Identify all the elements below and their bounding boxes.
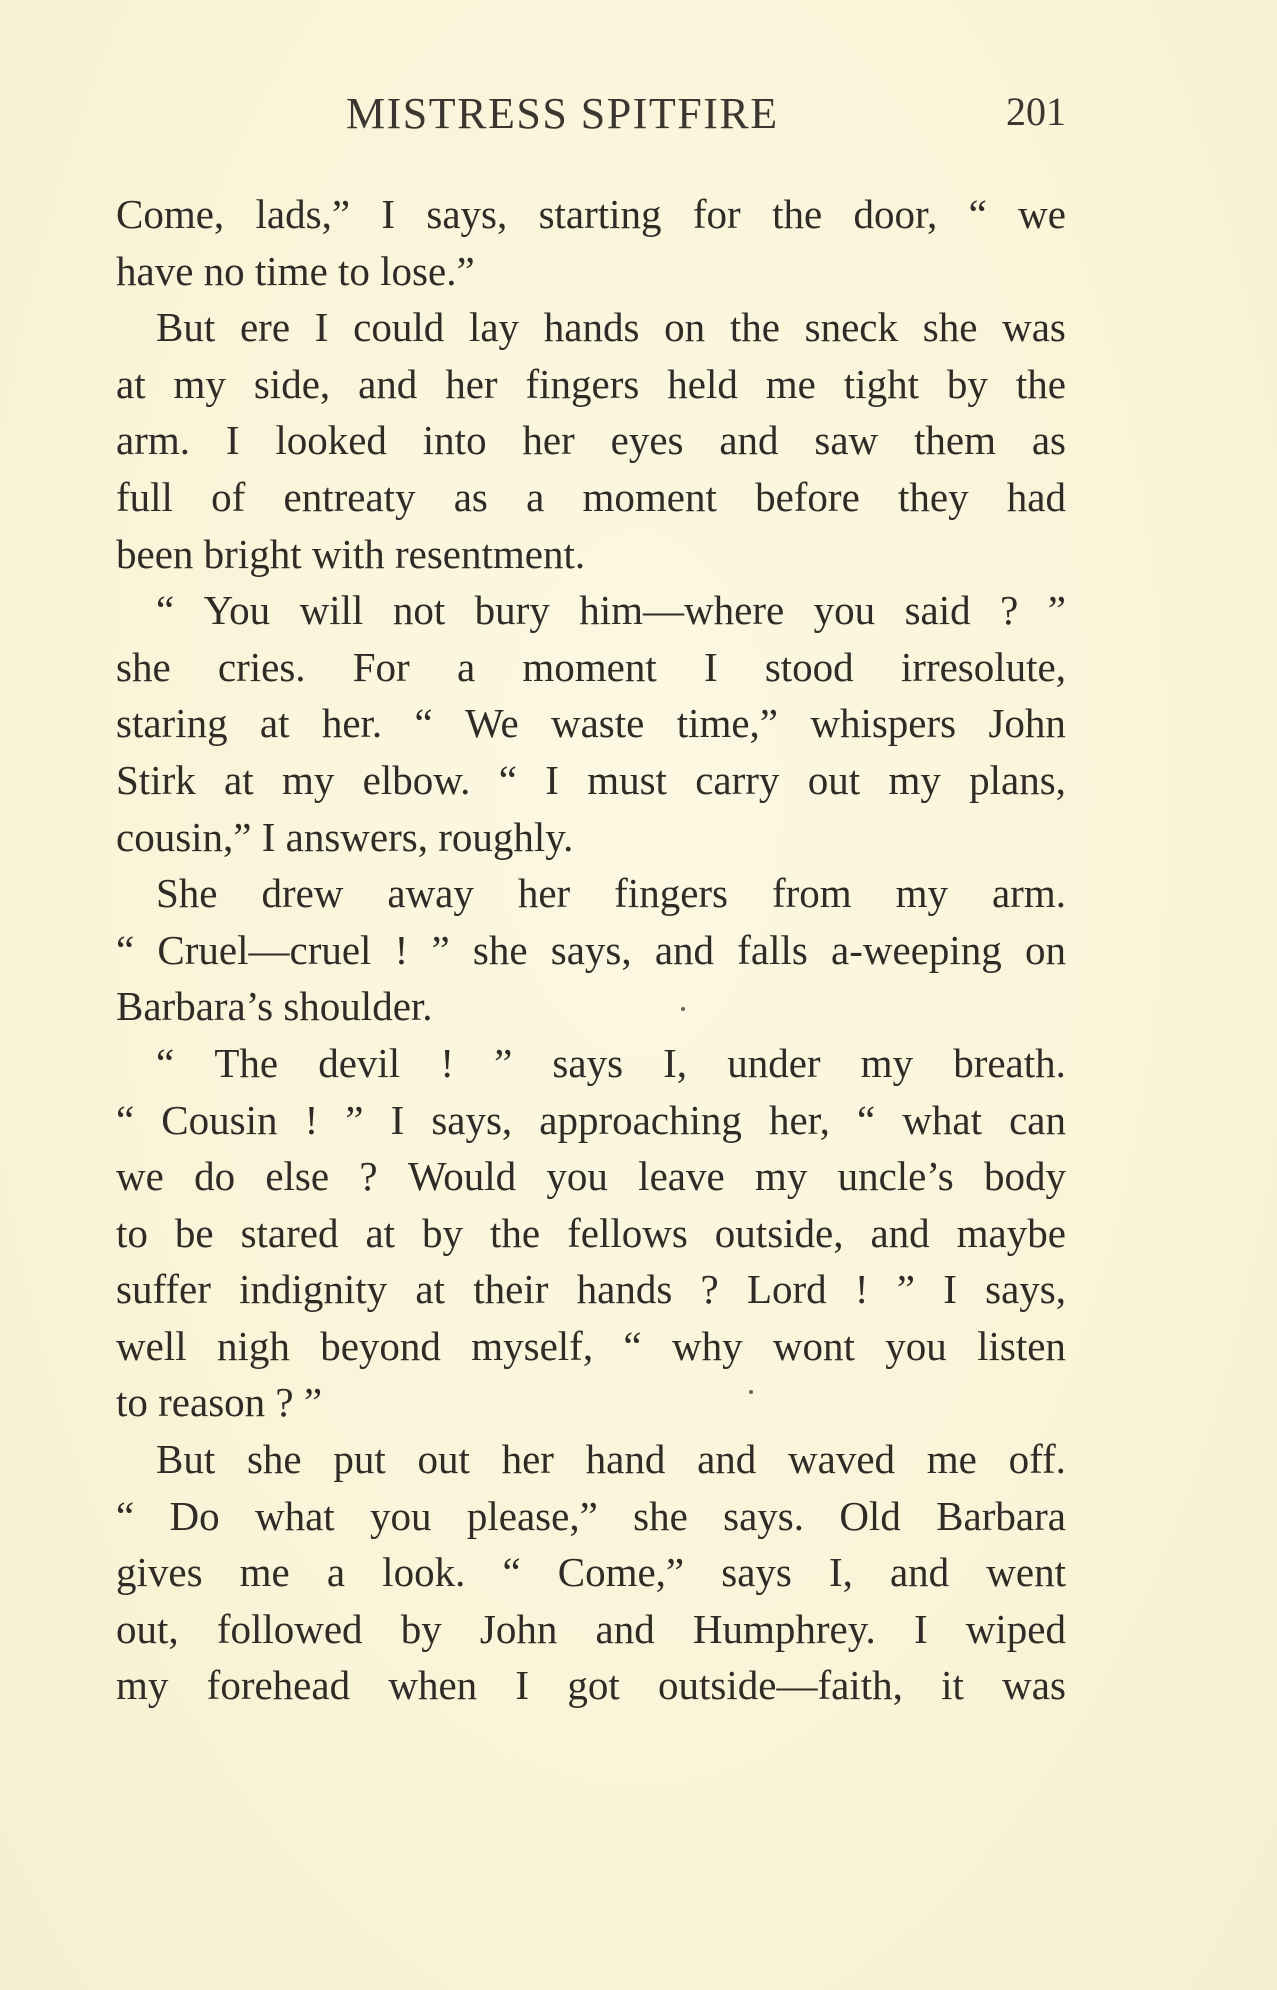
- word: door,: [853, 191, 938, 237]
- word: on: [664, 304, 706, 351]
- word: Humphrey.: [692, 1605, 876, 1652]
- word: John: [988, 700, 1066, 747]
- text-line: [116, 1601, 1066, 1658]
- word: ”: [345, 1096, 364, 1143]
- word: I: [545, 756, 559, 803]
- word: at: [116, 360, 146, 407]
- text-line: [116, 1488, 1066, 1545]
- word: maybe: [956, 1209, 1066, 1256]
- word: But: [156, 304, 216, 351]
- word: elbow.: [362, 756, 471, 803]
- word: under: [727, 1039, 821, 1086]
- text-line: [116, 1544, 1066, 1601]
- word: my: [281, 756, 335, 803]
- text-line: [116, 469, 1066, 526]
- word: The: [214, 1039, 279, 1086]
- print-speck: [681, 1007, 685, 1011]
- word: the: [729, 304, 780, 351]
- word: I,: [828, 1549, 853, 1596]
- word: eyes: [610, 417, 684, 464]
- word: I: [515, 1662, 530, 1709]
- word: looked: [275, 417, 387, 464]
- word: held: [667, 360, 738, 407]
- word: tight: [843, 360, 919, 407]
- word: says: [721, 1549, 792, 1596]
- word: and: [654, 926, 715, 973]
- word: Lord: [746, 1266, 827, 1313]
- word: !: [440, 1039, 454, 1086]
- word: John: [479, 1605, 558, 1652]
- word: I: [913, 1605, 928, 1652]
- word: ”: [1047, 587, 1066, 634]
- word: lay: [468, 304, 520, 351]
- word: Cruel—cruel: [157, 926, 372, 973]
- word: sneck: [804, 304, 899, 351]
- text-line: [116, 865, 1066, 922]
- word: away: [387, 870, 474, 917]
- word: suffer: [116, 1266, 211, 1313]
- text-line: [116, 1261, 1066, 1318]
- word: their: [473, 1266, 549, 1313]
- word: had: [1006, 473, 1066, 520]
- word: whispers: [810, 700, 957, 747]
- word: she: [633, 1492, 688, 1539]
- word: fingers: [614, 870, 729, 917]
- word: my: [173, 360, 226, 407]
- word: it: [941, 1662, 964, 1709]
- word: outside—faith,: [658, 1662, 903, 1709]
- text-line: [116, 299, 1066, 356]
- word: beyond: [320, 1322, 441, 1369]
- text-line: have no time to lose.”: [116, 247, 475, 294]
- word: you: [546, 1153, 608, 1200]
- word: be: [174, 1209, 214, 1256]
- word: said: [904, 587, 971, 634]
- word: says.: [723, 1492, 804, 1539]
- word: ?: [700, 1266, 719, 1313]
- word: at: [224, 756, 254, 803]
- word: “: [116, 1096, 135, 1143]
- word: off.: [1008, 1436, 1066, 1483]
- word: by: [400, 1605, 442, 1652]
- word: staring: [116, 700, 228, 747]
- word: I: [225, 417, 240, 464]
- word: please,”: [466, 1492, 598, 1539]
- print-speck: [749, 1390, 753, 1394]
- word: leave: [638, 1153, 725, 1200]
- word: why: [671, 1322, 743, 1369]
- text-line: [116, 695, 1066, 752]
- word: indignity: [239, 1266, 388, 1313]
- word: “: [116, 1492, 135, 1539]
- word: irresolute,: [900, 643, 1066, 690]
- word: at: [365, 1209, 396, 1256]
- word: saw: [814, 417, 879, 464]
- word: we: [1018, 191, 1066, 237]
- word: bury: [474, 587, 550, 634]
- word: as: [1031, 417, 1066, 464]
- word: well: [116, 1322, 187, 1369]
- word: me: [765, 360, 816, 407]
- word: !: [394, 926, 409, 973]
- text-line: [116, 1318, 1066, 1375]
- word: gives: [116, 1549, 203, 1596]
- word: stared: [240, 1209, 339, 1256]
- word: they: [897, 473, 969, 520]
- word: a-weeping: [831, 926, 1002, 973]
- word: nigh: [216, 1322, 290, 1369]
- word: body: [984, 1153, 1066, 1200]
- text-line: [116, 1092, 1066, 1149]
- text-line: [116, 922, 1066, 979]
- running-head: [116, 88, 1066, 140]
- word: Cousin: [161, 1096, 278, 1143]
- word: arm.: [991, 870, 1066, 917]
- word: my: [754, 1153, 808, 1200]
- word: as: [453, 473, 488, 520]
- word: before: [755, 473, 860, 520]
- word: ”: [431, 926, 450, 973]
- word: him—where: [579, 587, 785, 634]
- word: her,: [768, 1096, 830, 1143]
- word: You: [203, 587, 271, 634]
- word: wont: [772, 1322, 855, 1369]
- word: Old: [839, 1492, 901, 1539]
- word: full: [116, 473, 173, 520]
- word: moment: [522, 643, 657, 690]
- word: says: [552, 1039, 624, 1086]
- text-line: [116, 582, 1066, 639]
- word: and: [719, 417, 779, 464]
- word: !: [304, 1096, 319, 1143]
- word: For: [352, 643, 410, 690]
- word: Come,: [116, 191, 225, 237]
- word: outside,: [714, 1209, 844, 1256]
- word: We: [465, 700, 519, 747]
- text-line: Barbara’s shoulder.: [116, 983, 433, 1030]
- word: she: [246, 1436, 302, 1483]
- word: and: [889, 1549, 950, 1596]
- word: she: [922, 304, 978, 351]
- text-line: [116, 639, 1066, 696]
- text-line: cousin,” I answers, roughly.: [116, 813, 574, 860]
- word: she: [116, 643, 171, 690]
- word: “: [623, 1322, 642, 1369]
- word: Would: [407, 1153, 517, 1200]
- word: by: [946, 360, 988, 407]
- word: starting: [538, 191, 662, 237]
- word: cries.: [217, 643, 306, 690]
- word: arm.: [116, 417, 190, 464]
- word: a: [326, 1549, 346, 1596]
- word: and: [697, 1436, 757, 1483]
- word: fingers: [525, 360, 640, 407]
- word: and: [595, 1605, 655, 1652]
- word: will: [299, 587, 364, 634]
- word: out: [417, 1436, 470, 1483]
- word: lads,”: [255, 191, 351, 237]
- word: ”: [494, 1039, 513, 1086]
- word: else: [265, 1153, 330, 1200]
- word: out,: [116, 1605, 179, 1652]
- word: “: [156, 587, 175, 634]
- text-line: [116, 1148, 1066, 1205]
- text-line: [116, 752, 1066, 809]
- word: Barbara: [936, 1492, 1066, 1539]
- word: her: [445, 360, 498, 407]
- word: what: [902, 1096, 982, 1143]
- word: into: [422, 417, 487, 464]
- word: you: [370, 1492, 432, 1539]
- word: Come,”: [557, 1549, 685, 1596]
- word: them: [913, 417, 996, 464]
- word: falls: [737, 926, 808, 973]
- word: her: [501, 1436, 554, 1483]
- word: a: [456, 643, 476, 690]
- word: I: [943, 1266, 957, 1313]
- word: drew: [261, 870, 344, 917]
- word: hand: [585, 1436, 666, 1483]
- word: myself,: [471, 1322, 594, 1369]
- word: at: [259, 700, 290, 747]
- word: “: [498, 756, 517, 803]
- text-line: [116, 1035, 1066, 1092]
- word: “: [414, 700, 433, 747]
- word: Stirk: [116, 756, 196, 803]
- word: got: [567, 1662, 620, 1709]
- word: ?: [359, 1153, 378, 1200]
- word: waved: [788, 1436, 896, 1483]
- word: approaching: [539, 1096, 742, 1143]
- word: from: [771, 870, 852, 917]
- word: her.: [321, 700, 383, 747]
- word: breath.: [953, 1039, 1066, 1086]
- word: Do: [169, 1492, 220, 1539]
- word: could: [353, 304, 445, 351]
- word: plans,: [969, 756, 1066, 803]
- word: I: [314, 304, 329, 351]
- word: But: [156, 1436, 216, 1483]
- word: me: [926, 1436, 977, 1483]
- word: went: [986, 1549, 1066, 1596]
- word: says,: [985, 1266, 1066, 1313]
- word: and: [358, 360, 418, 407]
- word: “: [502, 1549, 521, 1596]
- word: moment: [582, 473, 717, 520]
- running-title: MISTRESS SPITFIRE: [346, 89, 779, 138]
- word: not: [392, 587, 446, 634]
- word: fellows: [567, 1209, 688, 1256]
- word: devil: [318, 1039, 401, 1086]
- text-line: [116, 1657, 1066, 1714]
- word: when: [388, 1662, 478, 1709]
- text-line: [116, 186, 1066, 243]
- text-line: been bright with resentment.: [116, 530, 586, 577]
- word: I: [381, 191, 396, 237]
- word: carry: [695, 756, 780, 803]
- word: and: [870, 1209, 930, 1256]
- body-text: [116, 186, 1066, 1714]
- word: the: [1015, 360, 1066, 407]
- word: she: [472, 926, 528, 973]
- word: you: [885, 1322, 947, 1369]
- word: “: [857, 1096, 876, 1143]
- word: uncle’s: [837, 1153, 954, 1200]
- word: me: [239, 1549, 290, 1596]
- word: ere: [239, 304, 291, 351]
- word: says,: [431, 1096, 513, 1143]
- word: for: [692, 191, 741, 237]
- word: was: [1002, 304, 1066, 351]
- word: at: [415, 1266, 446, 1313]
- word: the: [490, 1209, 541, 1256]
- word: entreaty: [283, 473, 416, 520]
- word: forehead: [206, 1662, 351, 1709]
- text-line: [116, 412, 1066, 469]
- word: what: [255, 1492, 335, 1539]
- text-line: [116, 1431, 1066, 1488]
- word: hands: [543, 304, 640, 351]
- word: must: [587, 756, 667, 803]
- word: !: [854, 1266, 869, 1313]
- word: on: [1024, 926, 1066, 973]
- word: listen: [977, 1322, 1066, 1369]
- word: side,: [253, 360, 331, 407]
- word: by: [422, 1209, 464, 1256]
- word: a: [526, 473, 545, 520]
- text-line: [116, 1205, 1066, 1262]
- word: do: [194, 1153, 236, 1200]
- word: of: [211, 473, 246, 520]
- word: out: [807, 756, 861, 803]
- word: my: [895, 870, 949, 917]
- word: says,: [426, 191, 508, 237]
- word: “: [116, 926, 135, 973]
- word: put: [333, 1436, 386, 1483]
- page-number: 201: [1006, 89, 1066, 134]
- word: I,: [663, 1039, 688, 1086]
- text-line: to reason ? ”: [116, 1379, 323, 1426]
- word: was: [1002, 1662, 1066, 1709]
- word: followed: [216, 1605, 363, 1652]
- word: look.: [382, 1549, 466, 1596]
- word: my: [860, 1039, 914, 1086]
- word: to: [116, 1209, 148, 1256]
- word: wiped: [965, 1605, 1066, 1652]
- word: can: [1009, 1096, 1066, 1143]
- word: hands: [576, 1266, 673, 1313]
- word: ?: [1000, 587, 1019, 634]
- word: “: [968, 191, 987, 237]
- word: time,”: [676, 700, 779, 747]
- word: my: [116, 1662, 169, 1709]
- word: you: [813, 587, 876, 634]
- word: her: [522, 417, 575, 464]
- word: the: [772, 191, 823, 237]
- word: says,: [550, 926, 632, 973]
- word: her: [517, 870, 571, 917]
- word: She: [156, 870, 218, 917]
- word: “: [156, 1039, 175, 1086]
- word: I: [703, 643, 718, 690]
- text-line: [116, 356, 1066, 413]
- word: I: [390, 1096, 405, 1143]
- word: stood: [764, 643, 854, 690]
- word: my: [888, 756, 941, 803]
- word: waste: [551, 700, 645, 747]
- word: we: [116, 1153, 164, 1200]
- word: ”: [896, 1266, 915, 1313]
